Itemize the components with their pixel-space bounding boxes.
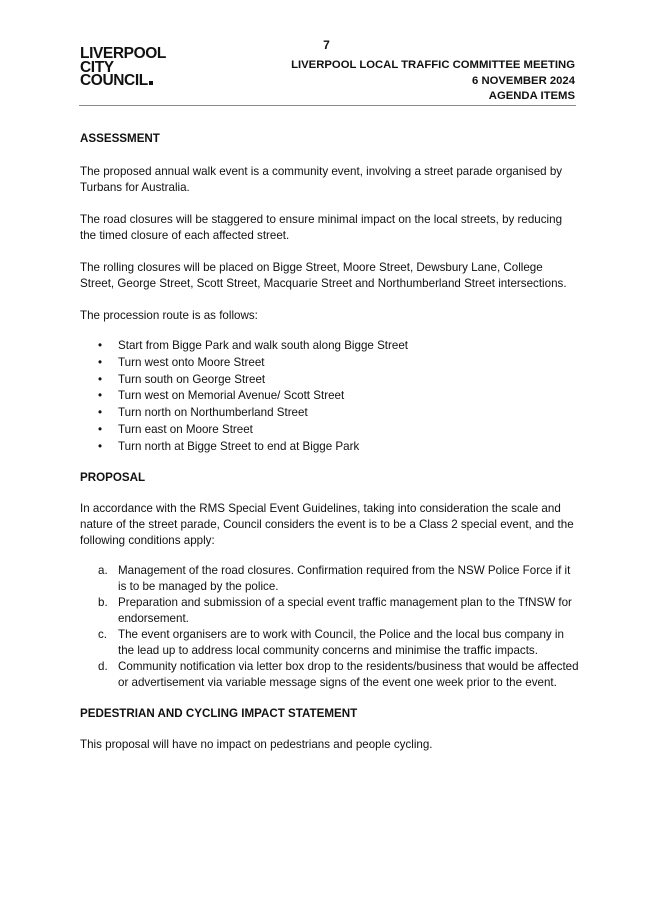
list-item: b. Preparation and submission of a special event traffic management plan to the TfNSW for endorsement.: [98, 595, 572, 625]
list-item: a. Management of the road closures. Confirmation required from the NSW Police Force if it is to be managed by the police.: [98, 563, 571, 593]
paragraph: The proposed annual walk event is a community event, involving a street parade organised by Turbans for Australia.: [80, 165, 563, 194]
council-logo: [80, 47, 166, 88]
paragraph: This proposal will have no impact on pedestrians and people cycling.: [80, 737, 433, 751]
paragraph: The road closures will be staggered to ensure minimal impact on the local streets, by reducing the timed closure of each affected street.: [80, 213, 563, 242]
logo-line: CITY: [80, 58, 114, 76]
paragraph: The rolling closures will be placed on Bigge Street, Moore Street, Dewsbury Lane, College Street, George Street, Scott Street, Macquarie Street and Northumberland Street intersections.: [80, 261, 567, 290]
list-item: • Start from Bigge Park and walk south along Bigge Street: [118, 338, 580, 355]
page-number: 7: [323, 38, 330, 52]
list-item: • Turn north at Bigge Street to end at Bigge Park: [118, 439, 580, 456]
paragraph: The procession route is as follows:: [80, 309, 258, 322]
list-item: • Turn west on Memorial Avenue/ Scott Street: [118, 388, 580, 405]
meeting-date: 6 NOVEMBER 2024: [472, 74, 575, 87]
impact-heading: PEDESTRIAN AND CYCLING IMPACT STATEMENT: [80, 706, 358, 720]
list-item: • Turn south on George Street: [118, 372, 580, 389]
list-item: • Turn east on Moore Street: [118, 422, 580, 439]
logo-line: COUNCIL: [80, 74, 166, 88]
conditions-list: [80, 563, 580, 691]
list-item: c. The event organisers are to work with Council, the Police and the local bus company in the lead up to address local community concerns and minimise the traffic impacts.: [98, 627, 564, 657]
logo-dot-icon: [149, 81, 153, 85]
assessment-heading: ASSESSMENT: [80, 132, 160, 145]
list-item: • Turn north on Northumberland Street: [118, 405, 580, 422]
route-list: [80, 338, 580, 456]
proposal-heading: PROPOSAL: [80, 470, 146, 484]
paragraph: In accordance with the RMS Special Event Guidelines, taking into consideration the scale and nature of the street parade, Council considers the event is to be a Class 2 special event, and the following conditions apply:: [80, 501, 574, 547]
section-label: AGENDA ITEMS: [488, 90, 575, 102]
list-item: d. Community notification via letter box drop to the residents/business that would be affected or advertisement via variable message signs of the event one week prior to the event.: [98, 659, 579, 689]
list-item: • Turn west onto Moore Street: [118, 355, 580, 372]
meeting-header: [291, 58, 575, 105]
header-divider: [79, 105, 576, 106]
document-body: [80, 131, 580, 753]
meeting-title: LIVERPOOL LOCAL TRAFFIC COMMITTEE MEETING: [291, 59, 575, 71]
logo-line: LIVERPOOL: [80, 45, 166, 62]
